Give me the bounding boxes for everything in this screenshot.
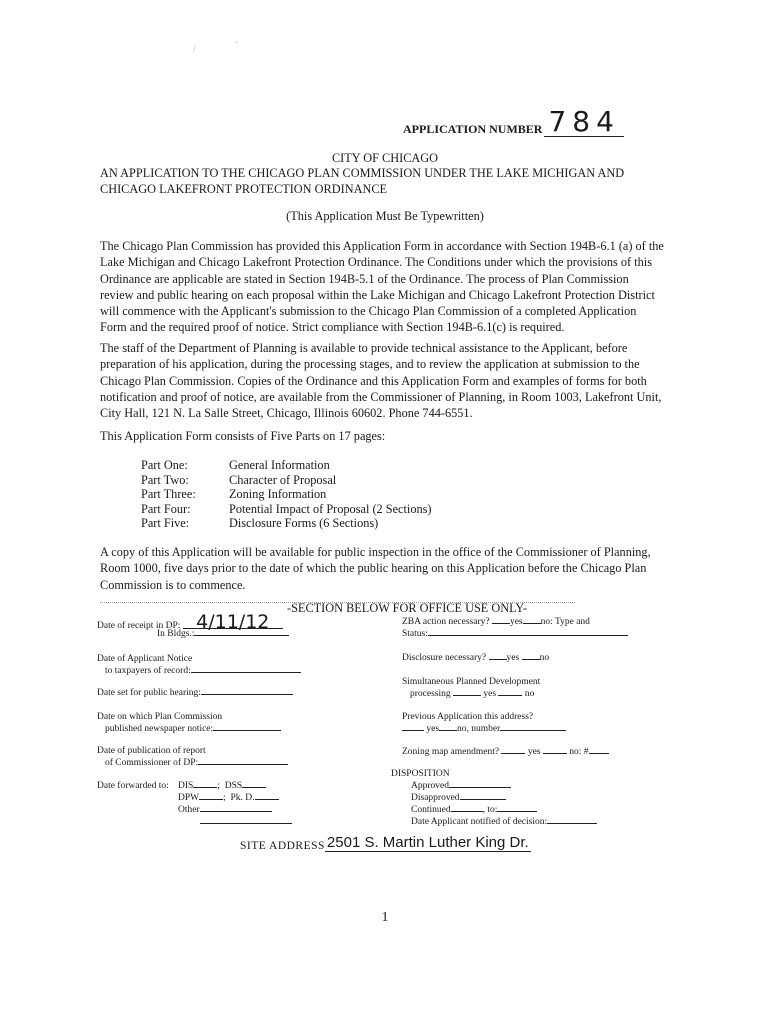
page-number: 1: [381, 910, 389, 925]
in-bldgs-field: In Bldgs.:: [157, 628, 289, 640]
zba-field: ZBA action necessary? yes no: Type and Status:: [402, 616, 628, 640]
parts-intro: This Application Form consists of Five Parts on 17 pages:: [100, 429, 386, 443]
application-number-label: APPLICATION NUMBER: [403, 122, 543, 136]
site-address-label: SITE ADDRESS: [240, 840, 325, 852]
simultaneous-field: Simultaneous Planned Development processing yes no: [402, 677, 541, 699]
list-item: Part Four: Potential Impact of Proposal (2 Sections): [141, 501, 432, 516]
applicant-notice-field: Date of Applicant Notice to taxpayers of record:: [97, 653, 301, 677]
intro-paragraph: The Chicago Plan Commission has provided this Application Form in accordance with Section 194B-6.1 (a) of the Lake Michigan and Chicago Lakefront Protection Ordinance. The Conditions under which the provisions of this Ordinance are applicable are stated in Section 194B-5.1 of the Ordinance. The process of Plan Commission review and public hearing on each proposal within the Lake Michigan and Chicago Lakefront Protection District will commence with the Applicant's submission to the Chicago Plan Commission of a completed Application Form and the required proof of notice. Strict compliance with Section 194B-6.1(c) is required.: [100, 239, 664, 335]
zoning-map-field: Zoning map amendment? yes no: #: [402, 746, 609, 758]
site-address: [240, 834, 531, 852]
application-number-value: 784: [544, 108, 623, 137]
typewritten-note: (This Application Must Be Typewritten): [286, 209, 484, 223]
staff-paragraph: The staff of the Department of Planning is available to provide technical assistance to the Applicant, before preparation of his application, during the processing stages, and to review the application at submission to the Chicago Plan Commission. Copies of the Ordinance and this Application Form and examples of forms for both notification and proof of notice, are available from the Commissioner of Planning, in Room 1003, Lakefront Unit, City Hall, 121 N. La Salle Street, Chicago, Illinois 60602. Phone 744-6551.: [100, 341, 662, 421]
disclosure-field: Disclosure necessary? yes no: [402, 653, 550, 663]
list-item: Part Three: Zoning Information: [141, 487, 327, 501]
site-address-value: 2501 S. Martin Luther King Dr.: [326, 834, 529, 851]
list-item: Part Five: Disclosure Forms (6 Sections): [141, 516, 379, 530]
forwarded-field: Date forwarded to:: [97, 781, 169, 791]
stray-mark: /: [193, 44, 196, 54]
parts-list: [141, 458, 432, 531]
list-item: Part One: General Information: [141, 458, 330, 472]
publication-field: Date of publication of report of Commissioner of DP:: [97, 745, 288, 769]
previous-application-field: Previous Application this address? yes no, number: [402, 711, 566, 735]
disposition-heading: DISPOSITION: [391, 769, 450, 779]
form-title-line2: CHICAGO LAKEFRONT PROTECTION ORDINANCE: [100, 182, 388, 196]
receipt-date: 4/11/12: [183, 616, 283, 629]
plan-commission-field: Date on which Plan Commission published newspaper notice:: [97, 711, 281, 735]
disposition-fields: Approved Disapproved Continued , to: Date Applicant notified of decision:: [411, 780, 597, 828]
forwarded-depts: DIS ; DSS DPW ; Pk. D. Other: [178, 780, 292, 828]
office-use-heading: -SECTION BELOW FOR OFFICE USE ONLY-: [287, 601, 528, 615]
list-item: Part Two: Character of Proposal: [141, 472, 337, 487]
form-title-line1: AN APPLICATION TO THE CHICAGO PLAN COMMISSION UNDER THE LAKE MICHIGAN AND: [100, 166, 625, 180]
stray-mark: ': [236, 40, 238, 50]
public-hearing-field: Date set for public hearing:: [97, 687, 293, 699]
form-title: [100, 165, 624, 197]
inspection-paragraph: A copy of this Application will be available for public inspection in the office of the Commissioner of Planning, Room 1000, five days prior to the date of which the public hearing on this Application before the Chicago Plan Commission is to commence.: [100, 545, 651, 592]
receipt-field: Date of receipt in DP: 4/11/12: [97, 616, 283, 632]
application-number: [403, 105, 624, 138]
city-heading: CITY OF CHICAGO: [331, 151, 439, 165]
